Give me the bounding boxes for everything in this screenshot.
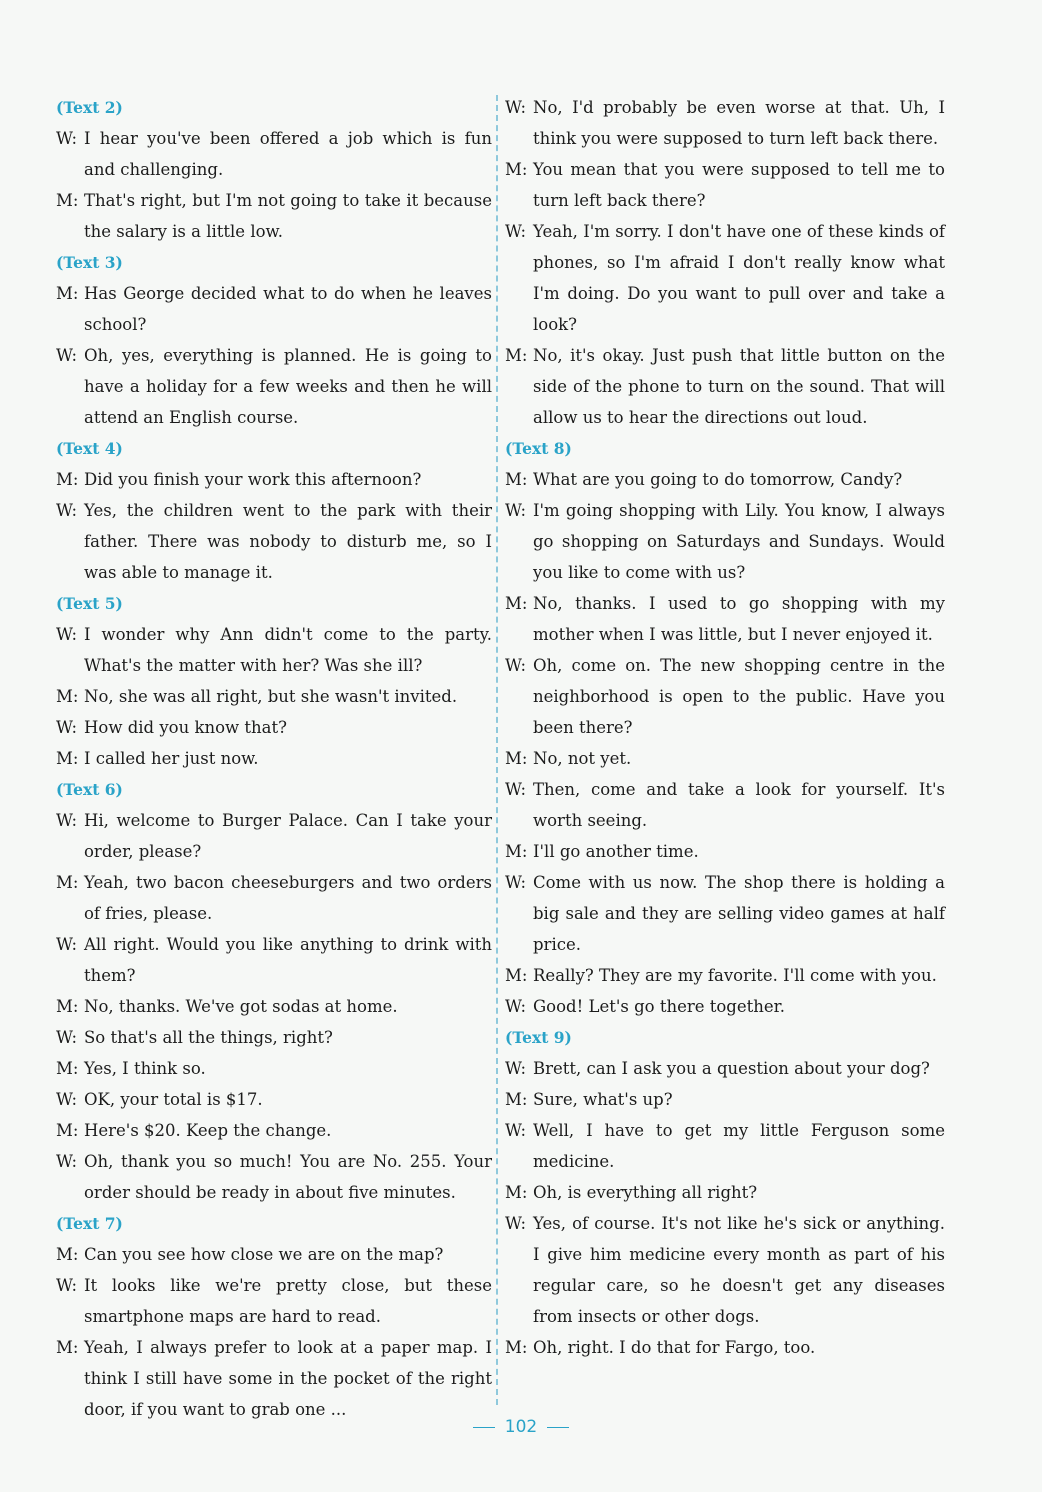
dialogue-text: Oh, thank you so much! You are No. 255. Your order should be ready in about five minutes.	[84, 1152, 492, 1202]
dialogue-text: What are you going to do tomorrow, Candy?	[533, 470, 903, 489]
dialogue-line	[505, 774, 945, 836]
dialogue-line	[56, 619, 492, 681]
dialogue-text: I called her just now.	[84, 749, 259, 768]
footer-dash-left	[473, 1427, 495, 1428]
speaker-label: M:	[56, 749, 79, 768]
section-heading: (Text 8)	[505, 439, 572, 458]
speaker-label: W:	[56, 718, 78, 737]
speaker-label: W:	[56, 625, 78, 644]
page-number: 102	[504, 1417, 538, 1437]
section-heading: (Text 7)	[56, 1214, 123, 1233]
dialogue-line	[505, 1332, 945, 1363]
dialogue-text: Yes, of course. It's not like he's sick or anything. I give him medicine every month as part of his regular care, so he doesn't get any diseases from insects or other dogs.	[533, 1214, 945, 1326]
dialogue-text: All right. Would you like anything to drink with them?	[84, 935, 492, 985]
speaker-label: M:	[56, 997, 79, 1016]
speaker-label: M:	[505, 470, 528, 489]
dialogue-text: Oh, come on. The new shopping centre in the neighborhood is open to the public. Have you been there?	[533, 656, 945, 737]
speaker-label: M:	[56, 191, 79, 210]
dialogue-text: How did you know that?	[84, 718, 287, 737]
dialogue-line	[505, 650, 945, 743]
speaker-label: M:	[56, 1338, 79, 1357]
speaker-label: M:	[505, 594, 528, 613]
speaker-label: M:	[56, 873, 79, 892]
dialogue-line	[505, 495, 945, 588]
dialogue-text: That's right, but I'm not going to take it because the salary is a little low.	[84, 191, 492, 241]
dialogue-text: No, I'd probably be even worse at that. Uh, I think you were supposed to turn left back there.	[533, 98, 945, 148]
speaker-label: W:	[505, 873, 527, 892]
speaker-label: W:	[505, 656, 527, 675]
dialogue-text: Hi, welcome to Burger Palace. Can I take your order, please?	[84, 811, 492, 861]
dialogue-text: Yeah, two bacon cheeseburgers and two orders of fries, please.	[84, 873, 492, 923]
speaker-label: M:	[505, 1183, 528, 1202]
dialogue-text: Can you see how close we are on the map?	[84, 1245, 444, 1264]
speaker-label: W:	[505, 1121, 527, 1140]
dialogue-line	[56, 1115, 492, 1146]
dialogue-text: Yes, the children went to the park with their father. There was nobody to disturb me, so I was able to manage it.	[84, 501, 492, 582]
section-heading: (Text 9)	[505, 1028, 572, 1047]
speaker-label: W:	[505, 1214, 527, 1233]
dialogue-text: Really? They are my favorite. I'll come with you.	[533, 966, 937, 985]
dialogue-text: You mean that you were supposed to tell me to turn left back there?	[533, 160, 945, 210]
speaker-label: M:	[505, 966, 528, 985]
dialogue-line	[505, 1053, 945, 1084]
speaker-label: W:	[56, 1276, 78, 1295]
section-heading: (Text 3)	[56, 253, 123, 272]
speaker-label: W:	[56, 501, 78, 520]
dialogue-text: Come with us now. The shop there is holding a big sale and they are selling video games at half price.	[533, 873, 945, 954]
page-footer	[0, 1417, 1042, 1437]
speaker-label: M:	[56, 1059, 79, 1078]
dialogue-text: Yeah, I'm sorry. I don't have one of these kinds of phones, so I'm afraid I don't really know what I'm doing. Do you want to pull over and take a look?	[533, 222, 945, 334]
dialogue-line	[505, 340, 945, 433]
dialogue-text: Well, I have to get my little Ferguson some medicine.	[533, 1121, 945, 1171]
dialogue-line	[56, 1053, 492, 1084]
left-column	[56, 92, 492, 1425]
dialogue-line	[56, 278, 492, 340]
speaker-label: W:	[56, 811, 78, 830]
dialogue-line	[56, 340, 492, 433]
dialogue-text: Brett, can I ask you a question about your dog?	[533, 1059, 930, 1078]
dialogue-text: Oh, yes, everything is planned. He is going to have a holiday for a few weeks and then he will attend an English course.	[84, 346, 492, 427]
dialogue-line	[505, 1084, 945, 1115]
dialogue-line	[56, 867, 492, 929]
dialogue-line	[56, 1022, 492, 1053]
dialogue-text: No, not yet.	[533, 749, 632, 768]
dialogue-line	[56, 464, 492, 495]
dialogue-text: No, it's okay. Just push that little button on the side of the phone to turn on the sound. That will allow us to hear the directions out loud.	[533, 346, 945, 427]
dialogue-text: No, she was all right, but she wasn't invited.	[84, 687, 458, 706]
dialogue-text: So that's all the things, right?	[84, 1028, 333, 1047]
dialogue-line	[56, 495, 492, 588]
speaker-label: M:	[505, 749, 528, 768]
dialogue-text: OK, your total is $17.	[84, 1090, 263, 1109]
dialogue-line	[505, 836, 945, 867]
dialogue-text: I hear you've been offered a job which is fun and challenging.	[84, 129, 492, 179]
dialogue-text: I wonder why Ann didn't come to the party. What's the matter with her? Was she ill?	[84, 625, 492, 675]
dialogue-text: Then, come and take a look for yourself. It's worth seeing.	[533, 780, 945, 830]
speaker-label: M:	[56, 284, 79, 303]
footer-dash-right	[547, 1427, 569, 1428]
dialogue-line	[56, 991, 492, 1022]
dialogue-line	[505, 1115, 945, 1177]
speaker-label: M:	[56, 1245, 79, 1264]
speaker-label: W:	[505, 997, 527, 1016]
speaker-label: W:	[56, 346, 78, 365]
dialogue-line	[56, 1239, 492, 1270]
speaker-label: W:	[505, 501, 527, 520]
dialogue-line	[56, 743, 492, 774]
dialogue-text: Yes, I think so.	[84, 1059, 206, 1078]
dialogue-line	[505, 1177, 945, 1208]
dialogue-line	[505, 1208, 945, 1332]
speaker-label: M:	[505, 346, 528, 365]
dialogue-line	[56, 681, 492, 712]
dialogue-line	[505, 92, 945, 154]
dialogue-line	[505, 216, 945, 340]
dialogue-text: No, thanks. I used to go shopping with my mother when I was little, but I never enjoyed it.	[533, 594, 945, 644]
dialogue-text: Here's $20. Keep the change.	[84, 1121, 332, 1140]
dialogue-line	[56, 1270, 492, 1332]
dialogue-text: Yeah, I always prefer to look at a paper map. I think I still have some in the pocket of the right door, if you want to grab one ...	[84, 1338, 492, 1419]
dialogue-text: It looks like we're pretty close, but these smartphone maps are hard to read.	[84, 1276, 492, 1326]
dialogue-text: Did you finish your work this afternoon?	[84, 470, 422, 489]
dialogue-line	[505, 464, 945, 495]
speaker-label: W:	[505, 222, 527, 241]
section-heading: (Text 2)	[56, 98, 123, 117]
dialogue-line	[505, 960, 945, 991]
dialogue-text: No, thanks. We've got sodas at home.	[84, 997, 398, 1016]
speaker-label: M:	[56, 470, 79, 489]
speaker-label: W:	[56, 1090, 78, 1109]
speaker-label: W:	[56, 1028, 78, 1047]
section-heading: (Text 5)	[56, 594, 123, 613]
speaker-label: W:	[56, 935, 78, 954]
speaker-label: M:	[505, 842, 528, 861]
speaker-label: W:	[505, 98, 527, 117]
speaker-label: M:	[505, 1090, 528, 1109]
dialogue-line	[56, 185, 492, 247]
dialogue-text: Oh, is everything all right?	[533, 1183, 758, 1202]
section-heading: (Text 4)	[56, 439, 123, 458]
dialogue-line	[56, 1146, 492, 1208]
dialogue-line	[505, 991, 945, 1022]
speaker-label: W:	[505, 1059, 527, 1078]
dialogue-line	[56, 1332, 492, 1425]
dialogue-text: Good! Let's go there together.	[533, 997, 785, 1016]
speaker-label: M:	[505, 1338, 528, 1357]
speaker-label: W:	[505, 780, 527, 799]
speaker-label: M:	[505, 160, 528, 179]
dialogue-text: Sure, what's up?	[533, 1090, 673, 1109]
dialogue-line	[56, 123, 492, 185]
dialogue-line	[505, 867, 945, 960]
section-heading: (Text 6)	[56, 780, 123, 799]
dialogue-line	[505, 743, 945, 774]
dialogue-line	[56, 1084, 492, 1115]
dialogue-text: Has George decided what to do when he leaves school?	[84, 284, 492, 334]
dialogue-line	[56, 805, 492, 867]
dialogue-line	[56, 712, 492, 743]
dialogue-text: Oh, right. I do that for Fargo, too.	[533, 1338, 816, 1357]
dialogue-line	[505, 154, 945, 216]
column-divider	[496, 95, 498, 1405]
speaker-label: W:	[56, 1152, 78, 1171]
speaker-label: M:	[56, 687, 79, 706]
speaker-label: W:	[56, 129, 78, 148]
dialogue-text: I'll go another time.	[533, 842, 699, 861]
dialogue-line	[56, 929, 492, 991]
right-column	[505, 92, 945, 1363]
dialogue-line	[505, 588, 945, 650]
dialogue-text: I'm going shopping with Lily. You know, I always go shopping on Saturdays and Sundays. Would you like to come with us?	[533, 501, 945, 582]
speaker-label: M:	[56, 1121, 79, 1140]
